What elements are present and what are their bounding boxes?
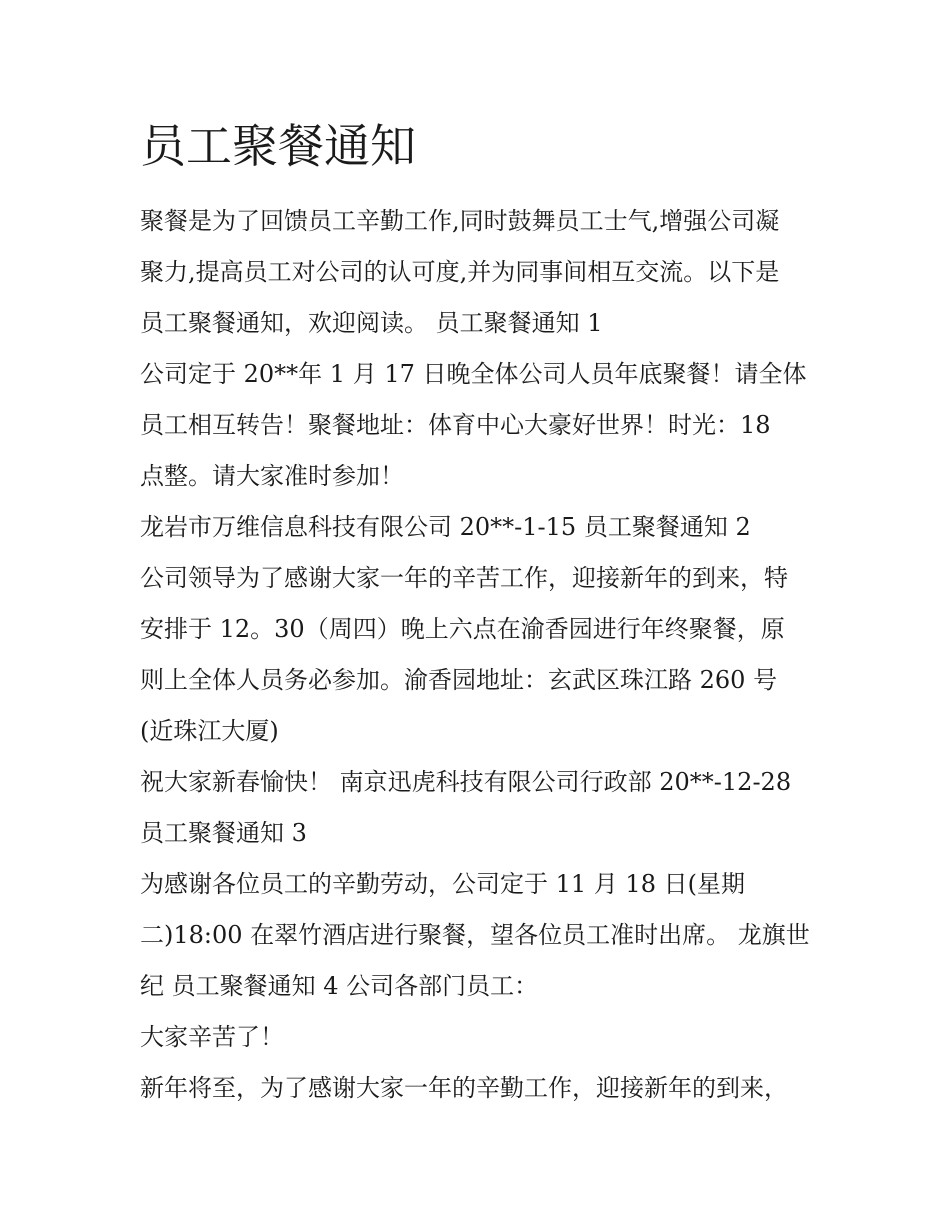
paragraph-line: 为感谢各位员工的辛勤劳动，公司定于 11 月 18 日(星期 [140, 870, 745, 898]
document-body [140, 196, 830, 1114]
paragraph-line: 龙岩市万维信息科技有限公司 20**-1-15 员工聚餐通知 2 [140, 513, 751, 541]
paragraph-line: 公司领导为了感谢大家一年的辛苦工作，迎接新年的到来，特 [140, 564, 788, 592]
paragraph-line: 员工相互转告！聚餐地址：体育中心大豪好世界！时光：18 [140, 411, 771, 439]
paragraph-line: 则上全体人员务必参加。渝香园地址：玄武区珠江路 260 号 [140, 666, 778, 694]
paragraph-line: 大家辛苦了！ [140, 1023, 284, 1051]
paragraph-line: (近珠江大厦) [140, 717, 279, 745]
paragraph-line: 点整。请大家准时参加！ [140, 462, 404, 490]
paragraph-line: 祝大家新春愉快！ 南京迅虎科技有限公司行政部 20**-12-28 [140, 768, 792, 796]
paragraph-line: 安排于 12。30（周四）晚上六点在渝香园进行年终聚餐，原 [140, 615, 785, 643]
paragraph-line: 公司定于 20**年 1 月 17 日晚全体公司人员年底聚餐！请全体 [140, 360, 807, 388]
paragraph-line: 聚力,提高员工对公司的认可度,并为同事间相互交流。以下是 [140, 258, 780, 286]
paragraph-line: 聚餐是为了回馈员工辛勤工作,同时鼓舞员工士气,增强公司凝 [140, 207, 780, 235]
paragraph-line: 新年将至，为了感谢大家一年的辛勤工作，迎接新年的到来， [140, 1074, 788, 1102]
paragraph-line: 二)18:00 在翠竹酒店进行聚餐，望各位员工准时出席。 龙旗世 [140, 921, 810, 949]
paragraph-line: 纪 员工聚餐通知 4 公司各部门员工： [140, 972, 539, 1000]
paragraph-line: 员工聚餐通知 3 [140, 819, 307, 847]
page-title: 员工聚餐通知 [140, 119, 416, 173]
paragraph-line: 员工聚餐通知，欢迎阅读。 员工聚餐通知 1 [140, 309, 603, 337]
